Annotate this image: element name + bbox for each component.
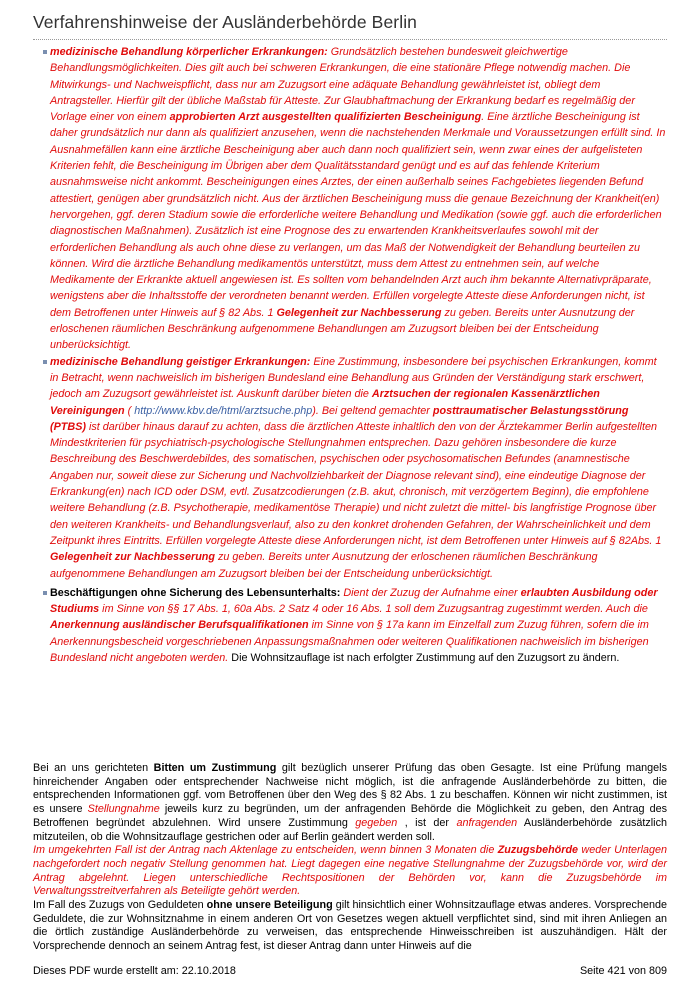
text-span: medizinische Behandlung körperlicher Erkrankungen: (50, 46, 328, 58)
text-span: Arztsuchen der regionalen Kassenärztlichen Vereinigungen (50, 388, 600, 417)
text-span: ist darüber hinaus darauf zu achten, dass die ärztlichen Atteste inhaltlich den von der Ärztekammer Berlin aufgestellten Mindestkriterien für psychiatrisch-psychologische Stellungnahmen entsprechen. Dazu gehören insbesondere die kurze Beschreibung des Beschwerdebildes, des somatischen, psychischen oder psychosomatischen Befundes (anamnestische Angaben nur, soweit diese zur Sicherung und Nachvollziehbarkeit der Diagnose relevant sind), eine eindeutige Diagnose der Erkrankung(en) nach ICD oder DSM, evtl. Zusatzcodierungen (z.B. akut, chronisch, mit verzögertem Beginn), die empfohlene weitere Behandlung (z.B. Psychotherapie, medikamentöse Therapie) und nicht zuletzt die mittel- bis langfristige Prognose über den weiteren Krankheits- und Behandlungsverlauf, also zu den konkret drohenden Gefahren, der Wahrscheinlichkeit und dem Zeitpunkt ihres Eintritts. Erfüllen vorgelegte Atteste diese Anforderungen nicht, ist dem Betroffenen unter Hinweis auf § 82Abs. 1 (50, 420, 662, 547)
list-item (44, 354, 666, 582)
text-span: . Eine ärztliche Bescheinigung ist daher grundsätzlich nur dann als qualifiziert anzusehen, wenn die nachstehenden Merkmale und Voraussetzungen erfüllt sind. In Ausnahmefällen kann eine ärztliche Bescheinigung aber auch dann noch qualifiziert sein, wenn zwar eines der aufgelisteten Kriterien fehlt, die Bescheinigung im Übrigen aber dem Qualitätsstandard genügt und es auf das fehlende Kriterium ausnahmsweise nicht ankommt. Bescheinigungen eines Arztes, der einen außerhalb seines Fachgebietes liegenden Befund attestiert, genügen aber grundsätzlich nicht. Aus der ärztlichen Bescheinigung muss die genaue Bezeichnung der Krankheit(en) hervorgehen, ggf. deren Stadium sowie die erforderliche weitere Behandlung und Medikation (sowie ggf. auch die erforderlichen diagnostischen Maßnahmen). Zusätzlich ist eine Prognose des zu erwartenden Krankheitsverlaufes sowohl mit der erforderlichen Behandlung als auch ohne diese zu verlangen, um das Maß der Notwendigkeit der Behandlung beurteilen zu können. Wird die ärztliche Behandlung medikamentös unterstützt, muss dem Attest zu entnehmen sein, auf welche Medikamente der Erkrankte aktuell angewiesen ist. Es sollten vom behandelnden Arzt auch ihm bekannte Alternativpräparate, wenigstens aber die Inhaltsstoffe der verordneten benannt werden. Erfüllen vorgelegte Atteste diese Anforderungen nicht, ist dem Betroffenen unter Hinweis auf § 82 Abs. 1 (50, 111, 666, 319)
text-span: medizinische Behandlung geistiger Erkrankungen: (50, 355, 311, 368)
text-span: Grundsätzlich bestehen bundesweit gleichwertige Behandlungsmöglichkeiten. Dies gilt auch bei schweren Erkrankungen, die eine stationäre Pflege notwendig machen. Die Mitwirkungs- und Nachweispflicht, dass nur am Zuzugsort eine adäquate Behandlung gewährleistet ist, obliegt dem Antragsteller. Hierfür gilt der übliche Maßstab für Atteste. Zur Glaubhaftmachung der Erkrankung bedarf es regelmäßig der Vorlage einer von einem (50, 46, 635, 124)
square-bullet-icon (43, 591, 47, 595)
text-span: jeweils kurz zu begründen, um der anfragenden Behörde die Möglichkeit zu geben, den Antrag des Betroffenen begründet abzulehnen. Wird unsere Zustimmung (33, 803, 667, 829)
text-span: Gelegenheit zur Nachbesserung (50, 551, 215, 564)
footer-page-number: Seite 421 von 809 (579, 965, 667, 977)
footer-created-date: Dieses PDF wurde erstellt am: 22.10.2018 (33, 965, 236, 977)
text-span: Anerkennung ausländischer Berufsqualifikationen (50, 619, 309, 632)
text-span: ohne unsere Beteiligung (206, 899, 333, 912)
text-span: Beschäftigungen ohne Sicherung des Lebensunterhalts: (50, 586, 341, 599)
text-span: gegeben (355, 816, 398, 829)
text-span: Eine Zustimmung, insbesondere bei psychischen Erkrankungen, kommt in Betracht, wenn nachweislich im bisherigen Bundesland eine Behandlung aus Gründen der Verständigung stark erschwert, jedoch am Zuzugsort gewährleistet ist. Auskunft darüber bieten die (50, 355, 657, 401)
body-text (33, 762, 667, 954)
text-span: Dient der Zuzug der Aufnahme einer (340, 586, 521, 599)
text-span: Bei an uns gerichteten (33, 762, 154, 774)
text-span: anfragenden (456, 816, 518, 829)
text-span: Im Fall des Zuzugs von Geduldeten (33, 899, 207, 912)
text-span: zu geben. Bereits unter Ausnutzung der erloschenen räumlichen Beschränkung aufgenommene Behandlungen am Zuzugsort bleiben bei der Entscheidung unberücksichtigt. (50, 306, 635, 352)
text-span: Stellungnahme (87, 803, 160, 816)
text-span: im Sinne von § 17a kann im Einzelfall zum Zuzug führen, sofern die im Anerkennungsbescheid vorgeschriebenen Anpassungsmaßnahmen oder weiteren Qualifikationen nachweislich im bisherigen Bundesland nicht angeboten werden. (50, 619, 649, 664)
paragraph (33, 899, 667, 954)
list-item (44, 585, 666, 666)
text-span: gilt bezüglich unserer Prüfung das oben Gesagte. Ist eine Prüfung mangels hinreichender Angaben oder entsprechender Nachweise nicht möglich, ist die anfragende Ausländerbehörde zu bitten, die entsprechenden Informationen ggf. vom Betroffenen über den Weg des § 82 Abs. 1 zu beschaffen. Können wir nicht zustimmen, ist es unsere (33, 762, 667, 816)
list-item (44, 44, 666, 354)
link-text[interactable]: http://www.kbv.de/html/arztsuche.php (134, 404, 313, 417)
text-span: Bitten um Zustimmung (153, 762, 277, 774)
text-span: , ist der (397, 816, 457, 829)
text-span: Ausländerbehörde zusätzlich mitzuteilen, ob die Wohnsitzauflage gestrichen oder auf Berlin geändert werden soll. (33, 816, 667, 843)
square-bullet-icon (43, 360, 47, 364)
text-span: im Sinne von §§ 17 Abs. 1, 60a Abs. 2 Satz 4 oder 16 Abs. 1 soll dem Zuzugsantrag zugestimmt werden. Auch die (99, 603, 648, 616)
text-span: weder Unterlagen nachgefordert noch negativ Stellung genommen hat. Liegt dagegen eine negative Stellungnahme der Zuzugsbehörde vor, wird der Antrag abgelehnt. Liegen unterschiedliche Rechtspositionen der Behörden vor, kann die Zuzugsbehörde im Verwaltungsstreitverfahren als Beteiligte gehört werden. (33, 844, 667, 898)
text-span: Gelegenheit zur Nachbesserung (276, 306, 442, 319)
text-span: erlaubten Ausbildung oder Studiums (50, 586, 658, 616)
text-span: posttraumatischer Belastungsstörung (PTBS) (50, 404, 629, 433)
text-span: zu geben. Bereits unter Ausnutzung der erloschenen räumlichen Beschränkung aufgenommene Behandlungen am Zuzugsort bleiben bei der Entscheidung unberücksichtigt. (50, 551, 598, 580)
text-span: ( (124, 404, 135, 417)
text-span: Die Wohnsitzauflage ist nach erfolgter Zustimmung auf den Zuzugsort zu ändern. (228, 651, 620, 664)
text-span: ). Bei geltend gemachter (312, 404, 433, 417)
text-span: Im umgekehrten Fall ist der Antrag nach Aktenlage zu entscheiden, wenn binnen 3 Monaten die (33, 844, 498, 857)
page-title: Verfahrenshinweise der Ausländerbehörde Berlin (33, 12, 667, 40)
bullet-list (44, 44, 666, 666)
text-span: Zuzugsbehörde (497, 844, 579, 857)
text-span: approbierten Arzt ausgestellten qualifizierten Bescheinigung (169, 111, 482, 124)
paragraph (33, 844, 667, 899)
text-span: gilt hinsichtlich einer Wohnsitzauflage etwas anderes. Vorsprechende Geduldete, die zur Wohnsitznahme in einem anderen Ort von Gesetzes wegen aktuell verpflichtet sind, sind mit ihren Anliegen an die örtlich zuständige Ausländerbehörde zu verweisen, das entsprechende Hinweisschreiben ist auszuhändigen. Hält der Vorsprechende dennoch an seinem Antrag fest, ist dieser Antrag dann unter Hinweis auf die (33, 899, 667, 953)
paragraph (33, 762, 667, 844)
square-bullet-icon (43, 50, 47, 54)
